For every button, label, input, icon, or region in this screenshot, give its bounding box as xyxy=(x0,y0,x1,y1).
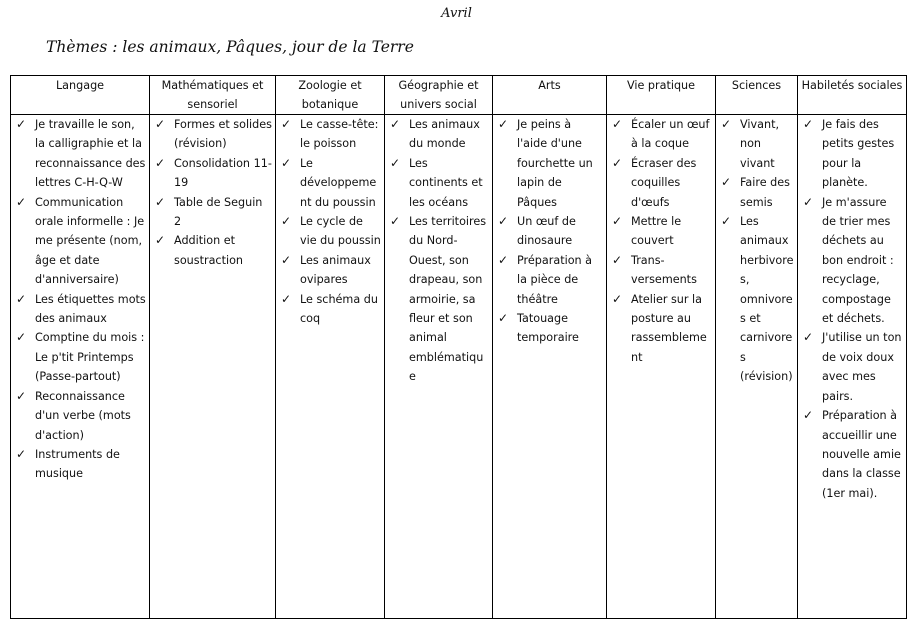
list-item xyxy=(721,212,795,387)
checkmark-icon: ✓ xyxy=(281,291,292,306)
list-item-text: Vivant, non vivant xyxy=(740,118,780,170)
list-item-text: Je peins à l'aide d'une fourchette un lapin de Pâques xyxy=(517,118,593,209)
column-header-geographie: Géographie et univers social xyxy=(385,76,493,115)
list-item-text: Atelier sur la posture au rassemblement xyxy=(631,292,707,364)
checklist-zoologie xyxy=(281,115,382,328)
list-item-text: Reconnaissance d'un verbe (mots d'action) xyxy=(35,389,131,442)
column-cell-zoologie xyxy=(276,115,385,619)
list-item xyxy=(803,115,904,193)
checklist-geographie xyxy=(390,115,490,387)
list-item xyxy=(390,115,490,154)
list-item xyxy=(803,406,904,503)
list-item-text: Table de Seguin 2 xyxy=(174,195,263,229)
list-item-text: Les animaux du monde xyxy=(409,118,480,151)
list-item-text: Le schéma du coq xyxy=(300,292,378,326)
column-header-arts: Arts xyxy=(493,76,607,115)
checkmark-icon: ✓ xyxy=(281,214,292,229)
checkmark-icon: ✓ xyxy=(281,117,292,131)
column-cell-arts xyxy=(493,115,607,619)
list-item-text: Je m'assure de trier mes déchets au bon endroit : recyclage, compostage et déchets. xyxy=(822,195,894,326)
list-item xyxy=(612,212,713,251)
checkmark-icon: ✓ xyxy=(281,155,292,170)
list-item xyxy=(498,212,604,251)
list-item xyxy=(16,193,147,290)
list-item xyxy=(281,154,382,212)
list-item-text: Un œuf de dinosaure xyxy=(517,215,576,248)
list-item xyxy=(155,193,273,232)
checkmark-icon: ✓ xyxy=(390,155,401,170)
list-item xyxy=(612,154,713,212)
list-item-text: Les continents et les océans xyxy=(409,156,483,209)
checklist-mathematiques xyxy=(155,115,273,270)
column-header-habiletes-sociales: Habiletés sociales xyxy=(798,76,907,115)
list-item xyxy=(16,387,147,445)
list-item-text: Je travaille le son, la calligraphie et la reconnaissance des lettres C-H-Q-W xyxy=(35,118,146,190)
checkmark-icon: ✓ xyxy=(390,214,401,229)
list-item-text: Trans-versements xyxy=(631,253,697,287)
list-item-text: Comptine du mois : Le p'tit Printemps (Passe-partout) xyxy=(35,331,145,384)
list-item xyxy=(16,445,147,484)
checkmark-icon: ✓ xyxy=(155,194,166,209)
list-item-text: Les animaux ovipares xyxy=(300,253,371,287)
list-item xyxy=(16,115,147,193)
list-item xyxy=(612,115,713,154)
checkmark-icon: ✓ xyxy=(498,252,509,267)
list-item-text: Mettre le couvert xyxy=(631,215,682,248)
column-header-vie-pratique: Vie pratique xyxy=(607,76,716,115)
column-header-langage: Langage xyxy=(11,76,150,115)
checkmark-icon: ✓ xyxy=(155,155,166,170)
list-item-text: Le cycle de vie du poussin xyxy=(300,215,381,248)
list-item xyxy=(612,251,713,290)
list-item-text: Les animaux herbivores, omnivores et carnivores (révision) xyxy=(740,215,794,384)
checkmark-icon: ✓ xyxy=(803,117,814,131)
checkmark-icon: ✓ xyxy=(498,117,509,131)
list-item-text: Préparation à la pièce de théâtre xyxy=(517,253,593,306)
list-item xyxy=(803,193,904,329)
list-item-text: Instruments de musique xyxy=(35,447,120,481)
checkmark-icon: ✓ xyxy=(16,446,27,461)
checkmark-icon: ✓ xyxy=(612,117,623,131)
checkmark-icon: ✓ xyxy=(612,214,623,229)
list-item xyxy=(155,115,273,154)
monthly-plan-table xyxy=(10,75,907,619)
list-item-text: Je fais des petits gestes pour la planète. xyxy=(822,118,895,190)
list-item xyxy=(281,251,382,290)
list-item xyxy=(498,115,604,212)
checkmark-icon: ✓ xyxy=(16,388,27,403)
checklist-sciences xyxy=(721,115,795,387)
checkmark-icon: ✓ xyxy=(612,252,623,267)
list-item xyxy=(390,154,490,212)
checklist-habiletes-sociales xyxy=(803,115,904,503)
checkmark-icon: ✓ xyxy=(721,175,732,190)
column-cell-langage xyxy=(11,115,150,619)
list-item-text: J'utilise un ton de voix doux avec mes pairs. xyxy=(822,331,902,403)
checkmark-icon: ✓ xyxy=(390,117,401,131)
checkmark-icon: ✓ xyxy=(612,291,623,306)
list-item xyxy=(721,173,795,212)
column-header-sciences: Sciences xyxy=(716,76,798,115)
list-item xyxy=(498,309,604,348)
checkmark-icon: ✓ xyxy=(803,330,814,345)
checkmark-icon: ✓ xyxy=(16,117,27,131)
checkmark-icon: ✓ xyxy=(498,214,509,229)
column-cell-habiletes-sociales xyxy=(798,115,907,619)
column-cell-vie-pratique xyxy=(607,115,716,619)
list-item-text: Le casse-tête: le poisson xyxy=(300,118,379,151)
list-item xyxy=(721,115,795,173)
list-item-text: Consolidation 11-19 xyxy=(174,156,272,190)
column-header-zoologie: Zoologie et botanique xyxy=(276,76,385,115)
checkmark-icon: ✓ xyxy=(281,252,292,267)
checkmark-icon: ✓ xyxy=(155,233,166,248)
column-cell-sciences xyxy=(716,115,798,619)
checkmark-icon: ✓ xyxy=(721,117,732,131)
checklist-arts xyxy=(498,115,604,348)
checkmark-icon: ✓ xyxy=(803,408,814,423)
list-item xyxy=(155,231,273,270)
list-item xyxy=(390,212,490,387)
page-month-title: Avril xyxy=(441,6,472,21)
list-item xyxy=(803,328,904,406)
list-item xyxy=(612,290,713,368)
checkmark-icon: ✓ xyxy=(16,330,27,345)
checkmark-icon: ✓ xyxy=(16,194,27,209)
checklist-vie-pratique xyxy=(612,115,713,367)
column-cell-mathematiques xyxy=(150,115,276,619)
list-item xyxy=(498,251,604,309)
list-item xyxy=(281,115,382,154)
themes-heading: Thèmes : les animaux, Pâques, jour de la Terre xyxy=(46,38,414,56)
column-header-mathematiques: Mathématiques et sensoriel xyxy=(150,76,276,115)
list-item-text: Communication orale informelle : Je me présente (nom, âge et date d'anniversaire) xyxy=(35,195,145,287)
list-item xyxy=(281,212,382,251)
list-item-text: Addition et soustraction xyxy=(174,234,244,267)
checkmark-icon: ✓ xyxy=(612,155,623,170)
list-item-text: Les territoires du Nord-Ouest, son drapeau, son armoirie, sa fleur et son animal emblématique xyxy=(409,215,487,384)
list-item-text: Écaler un œuf à la coque xyxy=(631,118,710,151)
list-item xyxy=(16,328,147,386)
list-item-text: Préparation à accueillir une nouvelle amie dans la classe (1er mai). xyxy=(822,409,901,500)
checkmark-icon: ✓ xyxy=(721,214,732,229)
list-item-text: Écraser des coquilles d'œufs xyxy=(631,156,697,209)
content-row xyxy=(11,115,907,619)
checkmark-icon: ✓ xyxy=(803,194,814,209)
list-item-text: Faire des semis xyxy=(740,176,790,209)
list-item-text: Tatouage temporaire xyxy=(517,312,579,345)
checklist-langage xyxy=(16,115,147,484)
checkmark-icon: ✓ xyxy=(16,291,27,306)
list-item xyxy=(281,290,382,329)
checkmark-icon: ✓ xyxy=(498,311,509,326)
list-item-text: Le développement du poussin xyxy=(300,156,377,209)
list-item xyxy=(16,290,147,329)
header-row xyxy=(11,76,907,115)
column-cell-geographie xyxy=(385,115,493,619)
list-item-text: Les étiquettes mots des animaux xyxy=(35,292,146,326)
list-item-text: Formes et solides (révision) xyxy=(174,118,272,151)
list-item xyxy=(155,154,273,193)
checkmark-icon: ✓ xyxy=(155,117,166,131)
